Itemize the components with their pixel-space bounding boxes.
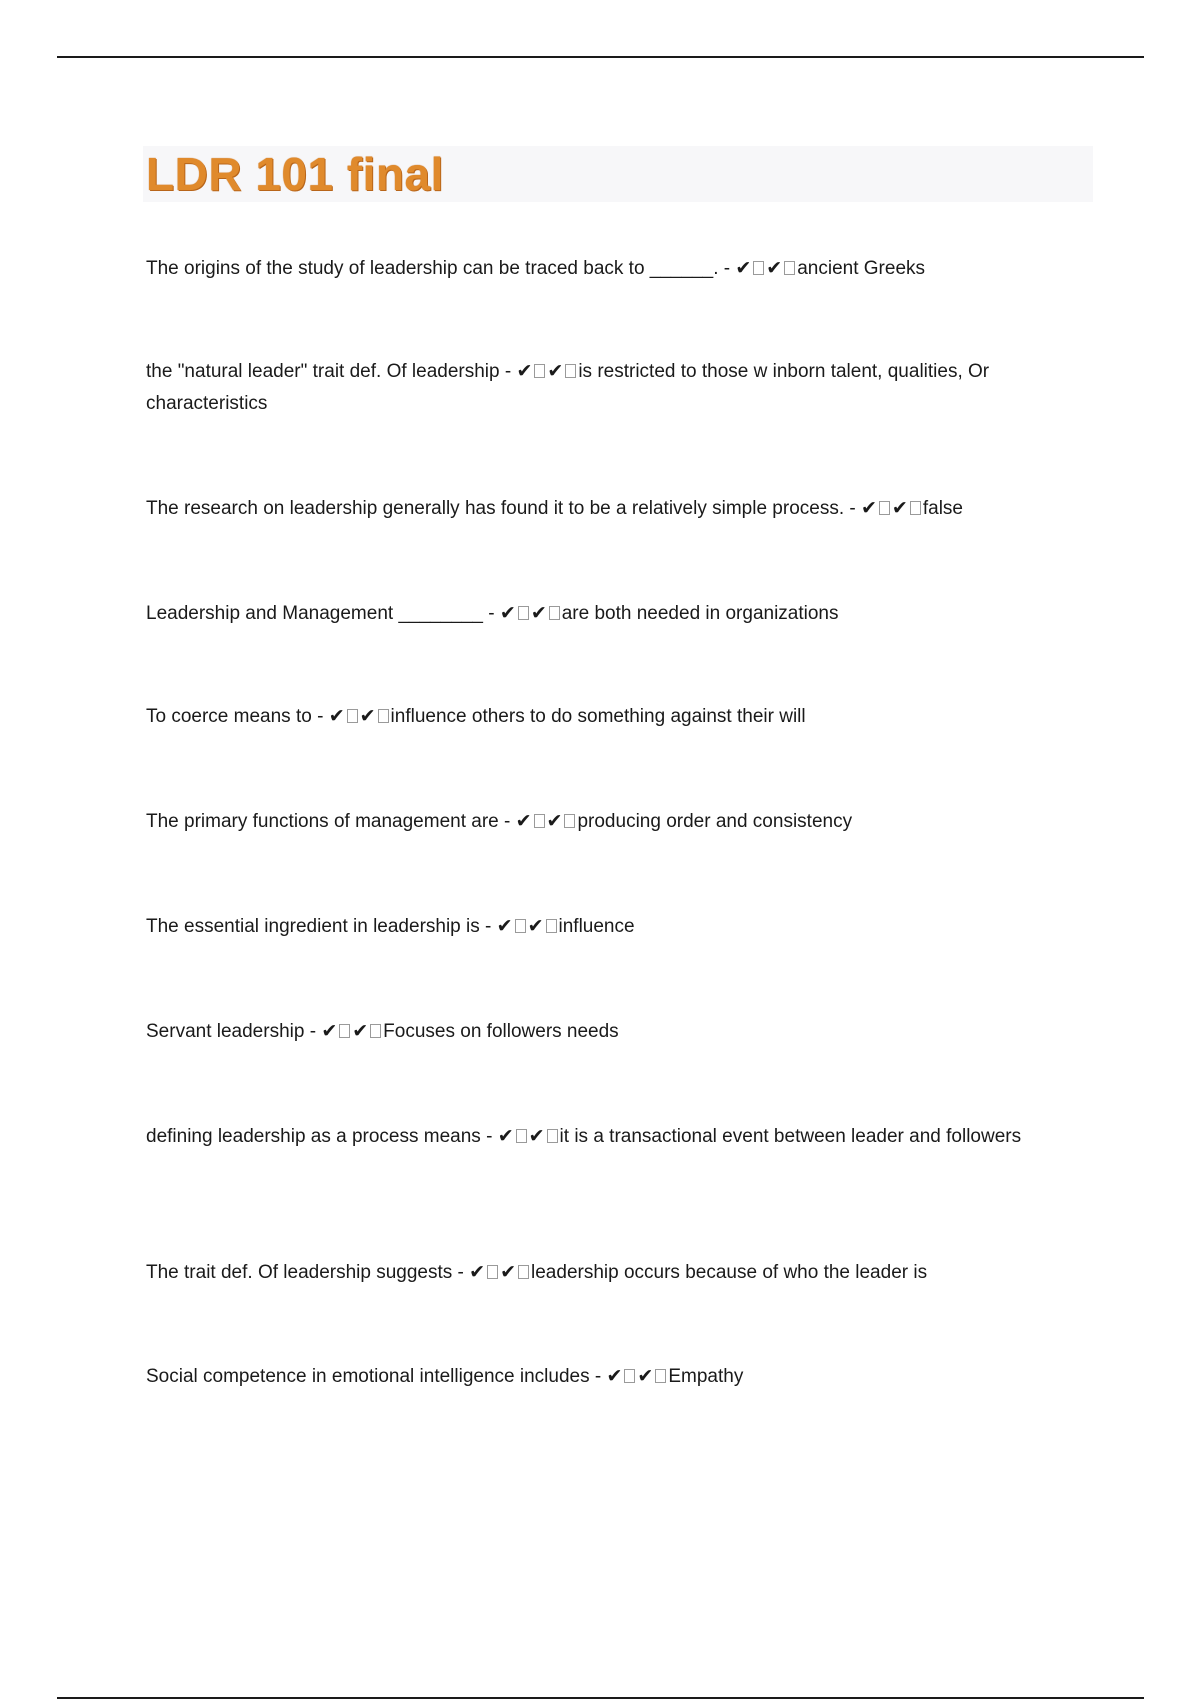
box-icon xyxy=(339,1024,350,1038)
check-icon: ✔ xyxy=(861,497,877,519)
answer-text: Focuses on followers needs xyxy=(383,1021,619,1042)
answer-text: are both needed in organizations xyxy=(561,603,839,624)
separator: - xyxy=(499,361,517,382)
check-icon: ✔ xyxy=(528,1125,545,1147)
check-icon: ✔ xyxy=(606,1365,623,1387)
box-icon xyxy=(546,919,557,933)
answer-text: influence others to do something against their will xyxy=(390,706,806,727)
separator: - xyxy=(844,498,861,519)
qa-item-10 xyxy=(146,1256,1096,1289)
box-icon xyxy=(549,606,560,620)
answer-text: producing order and consistency xyxy=(577,811,853,832)
question-text: Servant leadership xyxy=(146,1021,305,1042)
check-icon: ✔ xyxy=(352,1020,369,1042)
separator: - xyxy=(480,1126,498,1147)
separator: - xyxy=(304,1021,322,1042)
check-icon: ✔ xyxy=(735,257,752,279)
box-icon xyxy=(516,1129,527,1143)
box-icon xyxy=(753,261,764,275)
qa-item-3 xyxy=(146,492,1096,525)
check-icon: ✔ xyxy=(321,1020,338,1042)
question-text: The trait def. Of leadership suggests xyxy=(146,1262,453,1283)
box-icon xyxy=(624,1369,635,1383)
check-icon: ✔ xyxy=(766,257,783,279)
box-icon xyxy=(534,814,545,828)
check-icon: ✔ xyxy=(328,705,345,727)
box-icon xyxy=(784,261,795,275)
box-icon xyxy=(534,364,545,378)
box-icon xyxy=(487,1265,498,1279)
question-text: The primary functions of management are xyxy=(146,811,499,832)
check-icon: ✔ xyxy=(637,1365,654,1387)
box-icon xyxy=(518,606,529,620)
box-icon xyxy=(879,501,890,515)
check-icon: ✔ xyxy=(469,1261,486,1283)
qa-item-4 xyxy=(146,597,1096,630)
qa-item-1 xyxy=(146,252,1096,285)
box-icon xyxy=(564,814,575,828)
answer-text: it is a transactional event between leader and followers xyxy=(559,1126,1022,1147)
question-text: To coerce means to xyxy=(146,706,312,727)
qa-item-11 xyxy=(146,1360,1096,1393)
answer-text: false xyxy=(922,498,963,519)
check-icon: ✔ xyxy=(500,1261,517,1283)
separator: - xyxy=(483,603,500,624)
check-icon: ✔ xyxy=(496,915,513,937)
qa-item-5 xyxy=(146,700,1096,733)
separator: - xyxy=(498,811,516,832)
qa-item-8 xyxy=(146,1015,1096,1048)
check-icon: ✔ xyxy=(547,360,564,382)
box-icon xyxy=(518,1265,529,1279)
question-text: the "natural leader" trait def. Of leadership xyxy=(146,361,500,382)
qa-item-7 xyxy=(146,910,1096,943)
qa-item-2 xyxy=(146,355,1096,420)
qa-item-9 xyxy=(146,1120,1096,1153)
check-icon: ✔ xyxy=(499,602,516,624)
box-icon xyxy=(515,919,526,933)
separator: - xyxy=(718,258,736,279)
check-icon: ✔ xyxy=(497,1125,514,1147)
question-text: defining leadership as a process means xyxy=(146,1126,481,1147)
box-icon xyxy=(910,501,921,515)
check-icon: ✔ xyxy=(527,915,544,937)
answer-text: Empathy xyxy=(668,1366,744,1387)
box-icon xyxy=(378,709,389,723)
check-icon: ✔ xyxy=(530,602,547,624)
answer-text: is restricted to those w inborn talent, qualities, Or characteristics xyxy=(146,361,990,414)
separator: - xyxy=(479,916,497,937)
box-icon xyxy=(347,709,358,723)
separator: - xyxy=(452,1262,470,1283)
box-icon xyxy=(565,364,576,378)
top-rule xyxy=(57,56,1144,58)
check-icon: ✔ xyxy=(546,810,563,832)
question-text: Leadership and Management ________ xyxy=(146,603,483,624)
qa-item-6 xyxy=(146,805,1096,838)
box-icon xyxy=(547,1129,558,1143)
box-icon xyxy=(655,1369,666,1383)
answer-text: influence xyxy=(558,916,635,937)
separator: - xyxy=(589,1366,607,1387)
separator: - xyxy=(311,706,329,727)
answer-text: leadership occurs because of who the leader is xyxy=(531,1262,928,1283)
question-text: The research on leadership generally has found it to be a relatively simple process. xyxy=(146,498,845,519)
check-icon: ✔ xyxy=(891,497,908,519)
check-icon: ✔ xyxy=(516,360,533,382)
answer-text: ancient Greeks xyxy=(797,258,926,279)
check-icon: ✔ xyxy=(515,810,532,832)
question-text: The essential ingredient in leadership is xyxy=(146,916,480,937)
question-text: Social competence in emotional intelligence includes xyxy=(146,1366,590,1387)
box-icon xyxy=(370,1024,381,1038)
bottom-rule xyxy=(57,1697,1144,1699)
document-title: LDR 101 final xyxy=(146,148,444,200)
question-text: The origins of the study of leadership can be traced back to ______. xyxy=(146,258,719,279)
check-icon: ✔ xyxy=(359,705,376,727)
